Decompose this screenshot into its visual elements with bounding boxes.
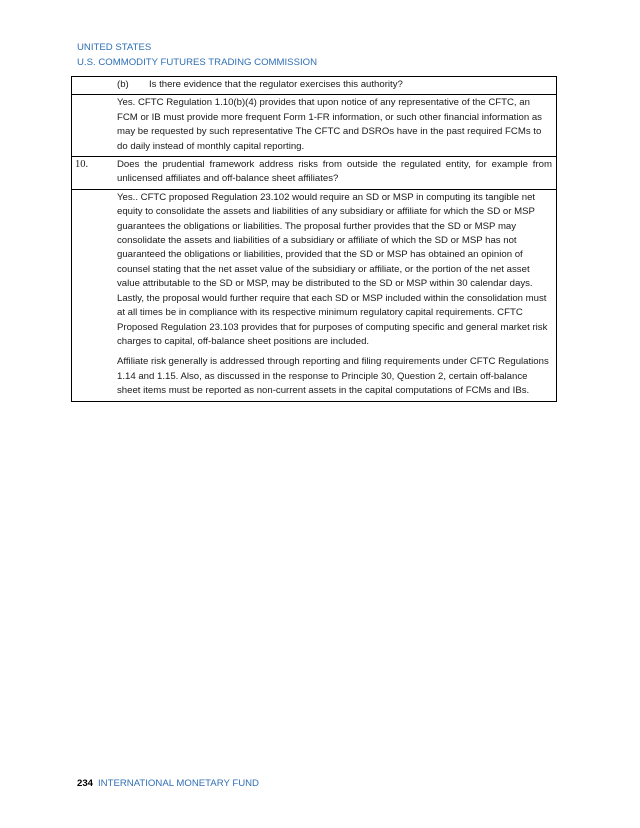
header-agency: U.S. COMMODITY FUTURES TRADING COMMISSION [77, 57, 318, 68]
row-number-cell [72, 95, 114, 157]
question-10-cell [113, 157, 557, 190]
answer-b-cell [113, 95, 557, 157]
table-row-q10 [72, 157, 557, 190]
answer-b-text: Yes. CFTC Regulation 1.10(b)(4) provides that upon notice of any representative of the CFTC, an FCM or IB must provide more frequent Form 1-FR information, or such other financial information as may be requested by such representative The CFTC and DSROs have in the past required FCMs to do daily instead of monthly capital reporting. [117, 97, 542, 152]
row-number-cell [72, 77, 114, 95]
running-header [77, 40, 317, 70]
answer-10-cell [113, 189, 557, 401]
table-row-answer-b [72, 95, 557, 157]
assessment-table [71, 76, 557, 402]
page-footer [77, 778, 259, 789]
table-row-subq-b [72, 77, 557, 95]
subq-b-cell [113, 77, 557, 95]
footer-organization: INTERNATIONAL MONETARY FUND [98, 778, 259, 789]
page-number: 234 [77, 778, 94, 789]
question-number: 10. [72, 157, 114, 190]
table-row-answer-10 [72, 189, 557, 401]
row-number-cell [72, 189, 114, 401]
answer-10-paragraph-1: Yes.. CFTC proposed Regulation 23.102 would require an SD or MSP in computing its tangible net equity to consolidate the assets and liabilities of any subsidiary or affiliate for which the SD or MSP guarantees the obligations or liabilities. The proposal further provides that the SD or MSP may consolidate the assets and liabilities of a subsidiary or affiliate of which the SD or MSP has not guaranteed the obligations or liabilities, provided that the SD or MSP has obtained an opinion of counsel stating that the net asset value of the subsidiary or affiliate, or the portion of the net asset value attributable to the SD or MSP, may be distributed to the SD or MSP within 30 calendar days. Lastly, the proposal would further require that each SD or MSP included within the consolidation must at all times be in compliance with its respective minimum regulatory capital requirements. CFTC Proposed Regulation 23.103 provides that for purposes of computing specific and general market risk charges to capital, off-balance sheet positions are included. [117, 191, 548, 347]
answer-10-paragraph-2: Affiliate risk generally is addressed through reporting and filing requirements under CFTC Regulations 1.14 and 1.15. Also, as discussed in the response to Principle 30, Question 2, certain off-balance sheet items must be reported as non-current assets in the capital computations of FCMs and IBs. [117, 356, 549, 397]
subq-question: Is there evidence that the regulator exercises this authority? [149, 79, 403, 90]
subq-label: (b) [117, 79, 129, 90]
question-10-text: Does the prudential framework address risks from outside the regulated entity, for example from unlicensed affiliates and off-balance sheet affiliates? [117, 159, 552, 185]
header-country: UNITED STATES [77, 42, 152, 53]
